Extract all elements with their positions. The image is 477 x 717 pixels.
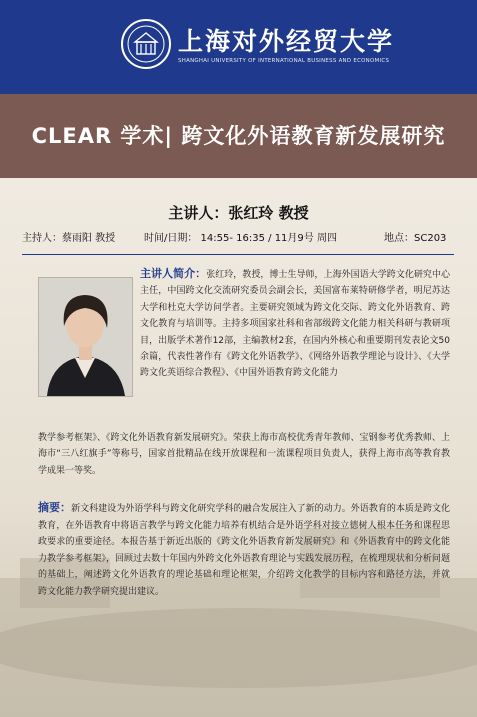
speaker-bio (140, 266, 450, 382)
header-bar (0, 0, 477, 94)
abstract-section (38, 500, 450, 600)
speaker-photo (38, 277, 133, 397)
university-name-cn: 上海对外经贸大学 (178, 27, 395, 56)
abstract-text: 新文科建设为外语学科与跨文化研究学科的融合发展注入了新的动力。外语教育的本质是跨文化教育，在外语教育中将语言教学与跨文化能力培养有机结合是外语学科对接立德树人根本任务和课程思政要求的重要途径。本报告基于新近出版的《跨文化外语教育新发展研究》和《外语教育中的跨文化能力教学参考框架》，回顾过去数十年国内外跨文化外语教育理论与实践发展历程，在梳理现状和分析问题的基础上，阐述跨文化外语教育的理论基础和理论框架，介绍跨文化教学的目标内容和路径方法，并就跨文化能力教学研究提出建议。 (38, 504, 450, 597)
university-name-en: SHANGHAI UNIVERSITY OF INTERNATIONAL BUSINESS AND ECONOMICS (178, 58, 390, 64)
speaker-heading: 主讲人：张红玲 教授 (168, 204, 309, 222)
title-banner (0, 94, 477, 178)
section-divider (22, 254, 454, 255)
time-label: 时间/日期： 14:55- 16:35 / 11月9号 周四 (144, 233, 337, 244)
bio-text-upper: 张红玲，教授，博士生导师，上海外国语大学跨文化研究中心主任，中国跨文化交流研究委员会副会长，美国富布莱特研修学者，明尼苏达大学和杜克大学访问学者。主要研究领域为跨文化交际、跨文化外语教育、跨文化教育与培训等。主持多项国家社科和省部级跨文化能力相关科研与教研项目，出版学术著作12部，主编教材2套，在国内外核心和重要期刊发表论文50余篇，代表性著作有《跨文化外语教学》、《网络外语教学理论与设计》、《大学跨文化英语综合教程》、《中国外语教育跨文化能力 (140, 270, 450, 379)
location-label: 地点：SC203 (384, 233, 447, 244)
lecture-title: CLEAR 学术| 跨文化外语教育新发展研究 (31, 124, 446, 148)
abstract-label: 摘要： (38, 501, 72, 514)
bio-label: 主讲人简介： (140, 267, 207, 280)
host-label: 主持人：蔡雨阳 教授 (22, 233, 116, 244)
university-seal-icon (120, 18, 172, 70)
speaker-bio-continued: 教学参考框架》、《跨文化外语教育新发展研究》。荣获上海市高校优秀青年教师、宝钢参考优秀教师、上海市“三八红旗手”等称号，国家首批精品在线开放课程和一流课程项目负责人，获得上海市高等教育教学成果一等奖。 (38, 433, 450, 476)
